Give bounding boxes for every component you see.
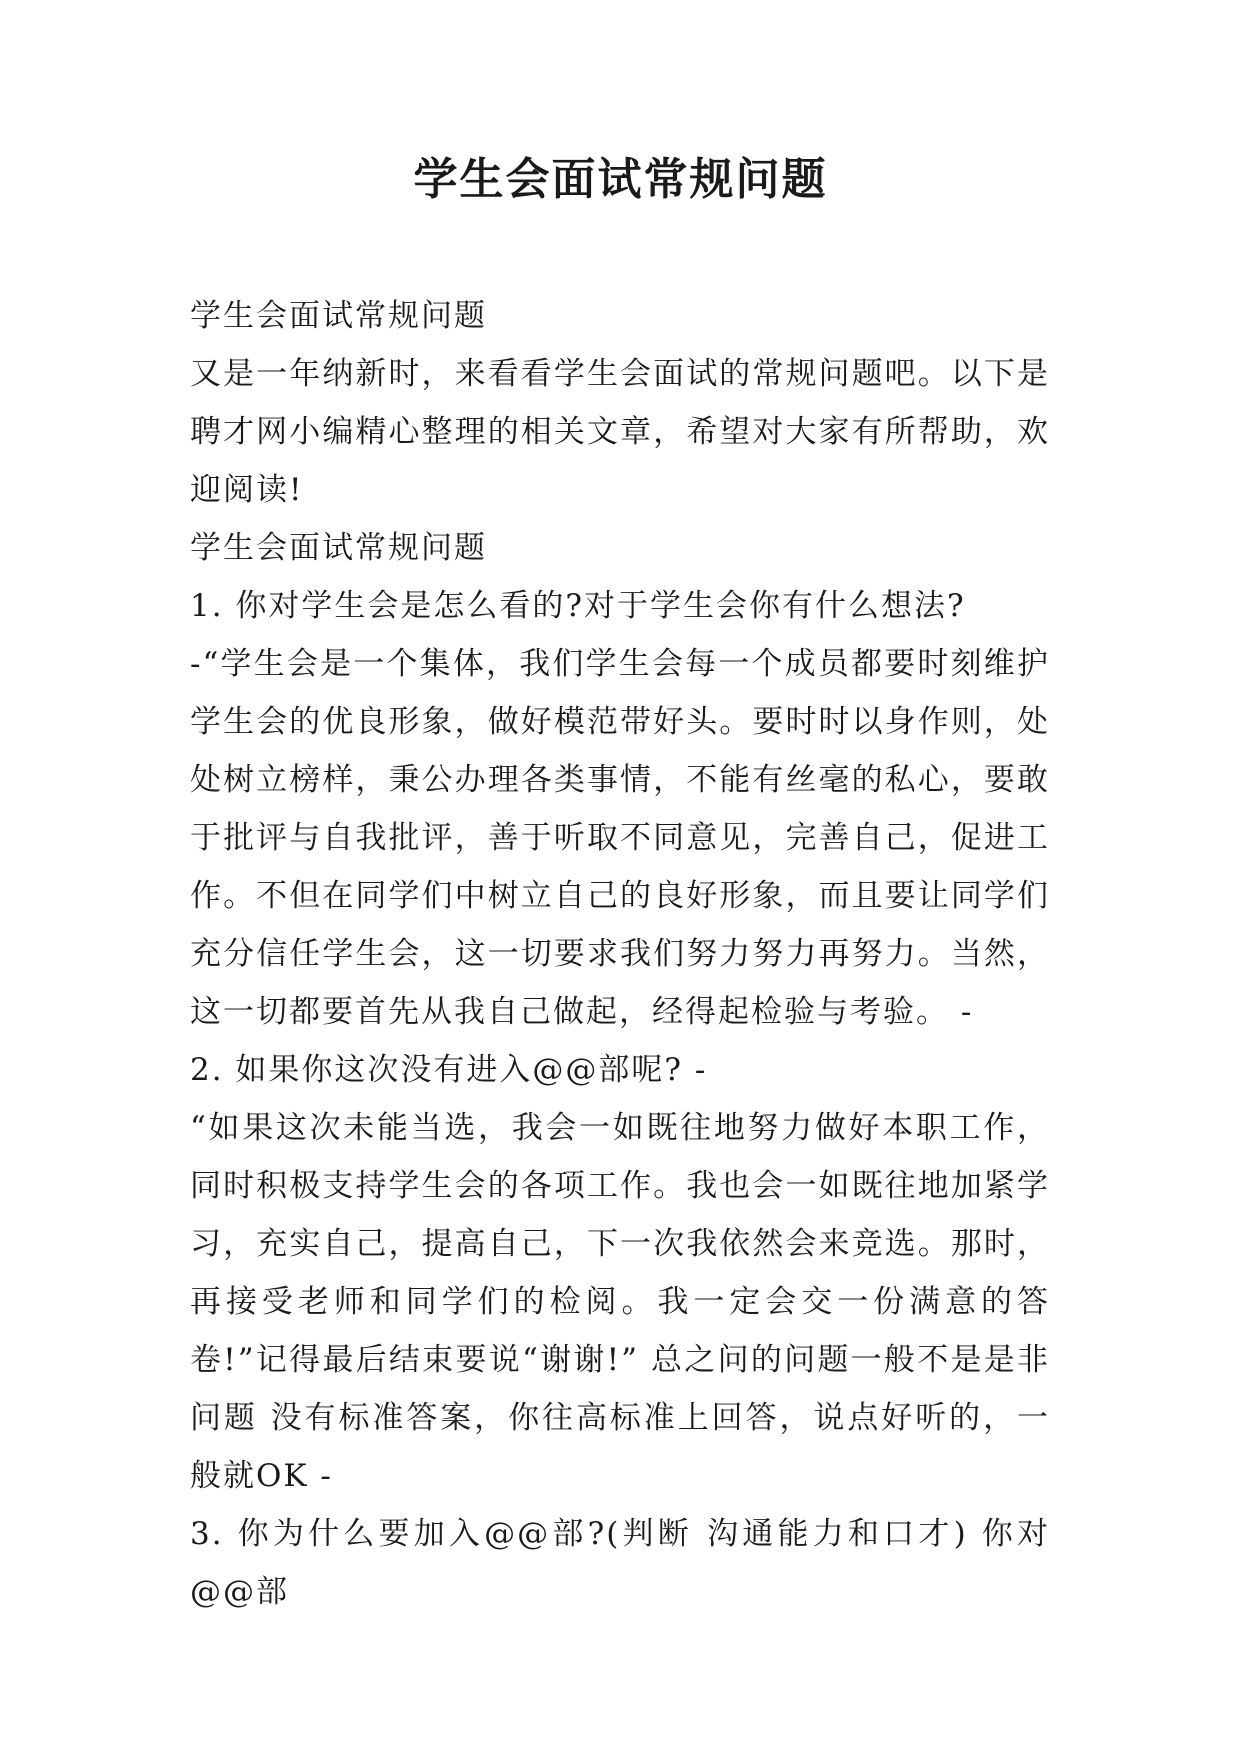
question-3: 3. 你为什么要加入@@部?(判断 沟通能力和口才) 你对@@部 (190, 1516, 1050, 1610)
intro-paragraph: 又是一年纳新时，来看看学生会面试的常规问题吧。以下是聘才网小编精心整理的相关文章，希望对大家有所帮助，欢迎阅读! (190, 356, 1050, 508)
section-heading: 学生会面试常规问题 (190, 530, 487, 566)
answer-2: “如果这次未能当选，我会一如既往地努力做好本职工作，同时积极支持学生会的各项工作。我也会一如既往地加紧学习，充实自己，提高自己，下一次我依然会来竞选。那时，再接受老师和同学们的检阅。我一定会交一份满意的答卷!”记得最后结束要说“谢谢!” 总之问的问题一般不是是非问题 没有标准答案，你往高标准上回答，说点好听的，一般就OK - (190, 1110, 1050, 1494)
document-title: 学生会面试常规问题 (413, 154, 828, 205)
question-1: 1. 你对学生会是怎么看的?对于学生会你有什么想法? (190, 588, 966, 624)
document-body (190, 287, 1050, 1621)
question-2: 2. 如果你这次没有进入@@部呢? - (190, 1052, 708, 1088)
answer-1: -“学生会是一个集体，我们学生会每一个成员都要时刻维护学生会的优良形象，做好模范带好头。要时时以身作则，处处树立榜样，秉公办理各类事情，不能有丝毫的私心，要敢于批评与自我批评，善于听取不同意见，完善自己，促进工作。不但在同学们中树立自己的良好形象，而且要让同学们充分信任学生会，这一切要求我们努力努力再努力。当然，这一切都要首先从我自己做起，经得起检验与考验。 - (190, 646, 1050, 1030)
subtitle-paragraph: 学生会面试常规问题 (190, 298, 487, 334)
